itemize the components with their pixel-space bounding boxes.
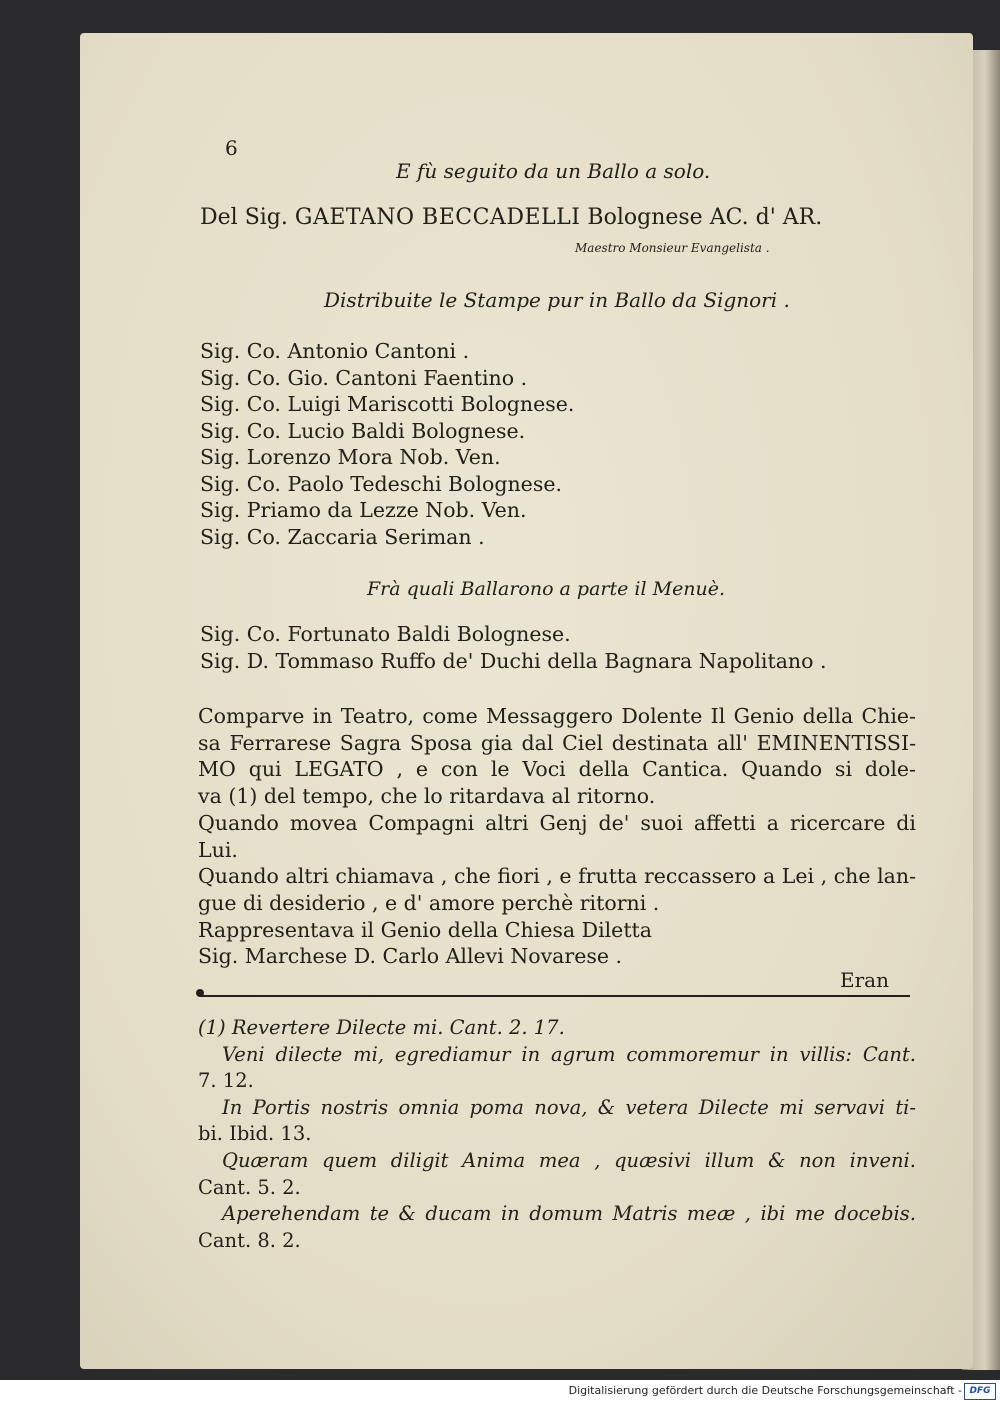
text-line: sa Ferrarese Sagra Sposa gia dal Ciel destinata all' EMINENTISSI- — [198, 730, 916, 755]
dancer-credit-suffix: Bolognese AC. d' AR. — [587, 205, 823, 230]
text-line: MO qui LEGATO , e con le Voci della Cantica. Quando si dole- — [198, 757, 916, 782]
minuet-list — [200, 621, 827, 674]
list-item: Sig. Co. Antonio Cantoni . — [200, 339, 470, 363]
footnote-line: Veni dilecte mi, egrediamur in agrum commoremur in villis: Cant. — [222, 1042, 916, 1066]
text-line: Lui. — [198, 837, 238, 862]
dfg-logo-icon: DFG — [964, 1383, 996, 1400]
footnote-line: 7. 12. — [198, 1069, 254, 1093]
footnote-line: Cant. 8. 2. — [198, 1228, 301, 1252]
footnote-line: (1) Revertere Dilecte mi. Cant. 2. 17. — [198, 1016, 565, 1039]
footnote-line: bi. Ibid. 13. — [198, 1122, 312, 1146]
text-line: Sig. Marchese D. Carlo Allevi Novarese . — [198, 944, 623, 969]
book-page — [80, 33, 973, 1369]
text-line: Rappresentava il Genio della Chiesa Diletta — [198, 917, 653, 942]
credit-bar — [0, 1380, 1000, 1402]
list-item: Sig. Co. Luigi Mariscotti Bolognese. — [200, 392, 575, 416]
ballet-master-line: Maestro Monsieur Evangelista . — [575, 241, 770, 255]
list-item: Sig. Co. Zaccaria Seriman . — [200, 524, 485, 549]
text-line: va (1) del tempo, che lo ritardava al ritorno. — [198, 784, 656, 809]
footnote-line: In Portis nostris omnia poma nova, & vetera Dilecte mi servavi ti- — [222, 1095, 916, 1119]
list-item: Sig. Co. Fortunato Baldi Bolognese. — [200, 622, 571, 646]
dancer-credit-prefix: Del Sig. — [200, 205, 288, 230]
list-item: Sig. D. Tommaso Ruffo de' Duchi della Bagnara Napolitano . — [200, 648, 827, 673]
section-subtitle: E fù seguito da un Ballo a solo. — [396, 159, 711, 183]
minuet-heading: Frà quali Ballarono a parte il Menuè. — [367, 578, 726, 600]
footnote-line: Aperehendam te & ducam in domum Matris meæ , ibi me docebis. — [222, 1202, 916, 1226]
footnote-divider — [200, 995, 910, 997]
funding-credit: Digitalisierung gefördert durch die Deutsche Forschungsgemeinschaft - — [568, 1384, 962, 1397]
catchword: Eran — [840, 968, 889, 992]
list-item: Sig. Priamo da Lezze Nob. Ven. — [200, 498, 527, 522]
footnote-line: Quæram quem diligit Anima mea , quæsivi illum & non inveni. — [222, 1148, 916, 1172]
page-number: 6 — [225, 136, 238, 160]
text-line: Quando movea Compagni altri Genj de' suoi affetti a ricercare di — [198, 810, 916, 835]
text-line: gue di desiderio , e d' amore perchè ritorni . — [198, 890, 660, 915]
narrative-paragraph — [198, 703, 916, 970]
footnote-line: Cant. 5. 2. — [198, 1175, 301, 1199]
list-item: Sig. Co. Lucio Baldi Bolognese. — [200, 418, 526, 443]
text-line: Comparve in Teatro, come Messaggero Dolente Il Genio della Chie- — [198, 704, 916, 728]
footnotes — [198, 1015, 916, 1254]
text-line: Quando altri chiamava , che fiori , e frutta reccassero a Lei , che lan- — [198, 864, 916, 889]
list-item: Sig. Lorenzo Mora Nob. Ven. — [200, 445, 501, 469]
list-item: Sig. Co. Gio. Cantoni Faentino . — [200, 365, 528, 390]
dancer-credit-line — [200, 205, 822, 230]
dancer-name: GAETANO BECCADELLI — [294, 205, 581, 230]
list-item: Sig. Co. Paolo Tedeschi Bolognese. — [200, 471, 562, 496]
dancers-list — [200, 338, 574, 550]
dancers-heading: Distribuite le Stampe pur in Ballo da Signori . — [324, 288, 790, 312]
